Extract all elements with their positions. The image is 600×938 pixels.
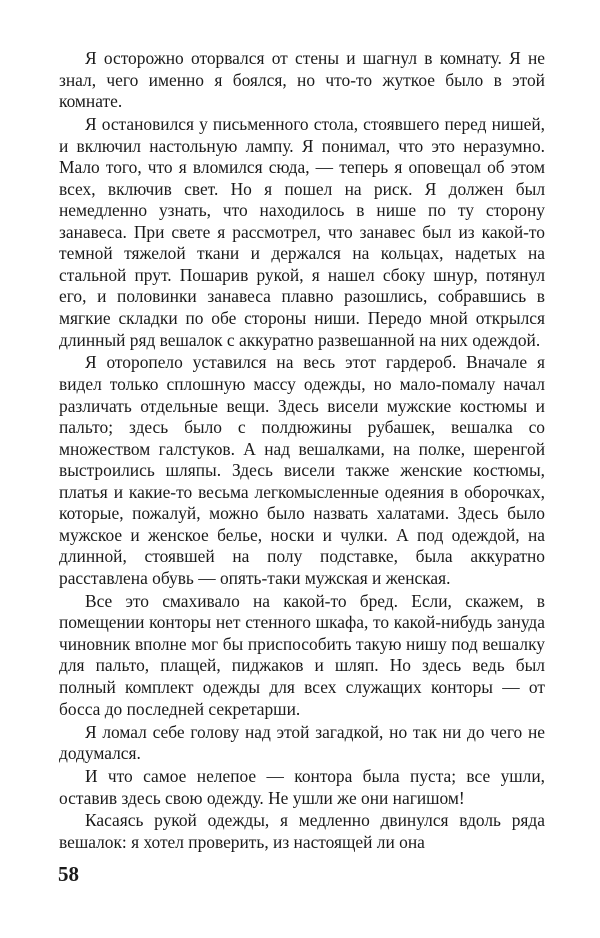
page-number: 58 bbox=[58, 862, 79, 886]
paragraph: Касаясь рукой одежды, я медленно двинулся вдоль ряда вешалок: я хотел проверить, из настоящей ли она bbox=[59, 810, 545, 853]
paragraph: Я ломал себе голову над этой загадкой, но так ни до чего не додумался. bbox=[59, 721, 545, 764]
paragraph: Я оторопело уставился на весь этот гардероб. Вначале я видел только сплошную массу одежды, но мало-помалу начал различать отдельные вещи. Здесь висели мужские костюмы и пальто; здесь было с полдюжины рубашек, вешалка со множеством галстуков. А над вешалками, на полке, шеренгой выстроились шляпы. Здесь висели также женские костюмы, платья и какие-то весьма легкомысленные одеяния в оборочках, которые, пожалуй, можно было назвать халатами. Здесь было мужское и женское белье, носки и чулки. А под одеждой, на длинной, стоявшей на полу подставке, была аккуратно расставлена обувь — опять-таки мужская и женская. bbox=[59, 352, 545, 588]
paragraph: Я остановился у письменного стола, стоявшего перед нишей, и включил настольную лампу. Я понимал, что это неразумно. Мало того, что я вломился сюда, — теперь я оповещал об этом всех, включив свет. Но я пошел на риск. Я должен был немедленно узнать, что находилось в нише по ту сторону занавеса. При свете я рассмотрел, что занавес был из какой-то темной тяжелой ткани и держался на кольцах, надетых на стальной прут. Пошарив рукой, я нашел сбоку шнур, потянул его, и половинки занавеса плавно разошлись, собравшись в мягкие складки по обе стороны ниши. Передо мной открылся длинный ряд вешалок с аккуратно развешанной на них одеждой. bbox=[59, 114, 545, 350]
paragraph: Я осторожно оторвался от стены и шагнул в комнату. Я не знал, чего именно я боялся, но что-то жуткое было в этой комнате. bbox=[59, 48, 545, 112]
paragraph: И что самое нелепое — контора была пуста; все ушли, оставив здесь свою одежду. Не ушли же они нагишом! bbox=[59, 766, 545, 808]
paragraph: Все это смахивало на какой-то бред. Если, скажем, в помещении конторы нет стенного шкафа, то какой-нибудь зануда чиновник вполне мог бы приспособить такую нишу под вешалку для пальто, плащей, пиджаков и шляп. Но здесь ведь был полный комплект одежды для всех служащих конторы — от босса до последней секретарши. bbox=[59, 590, 545, 719]
page-body bbox=[59, 48, 545, 855]
